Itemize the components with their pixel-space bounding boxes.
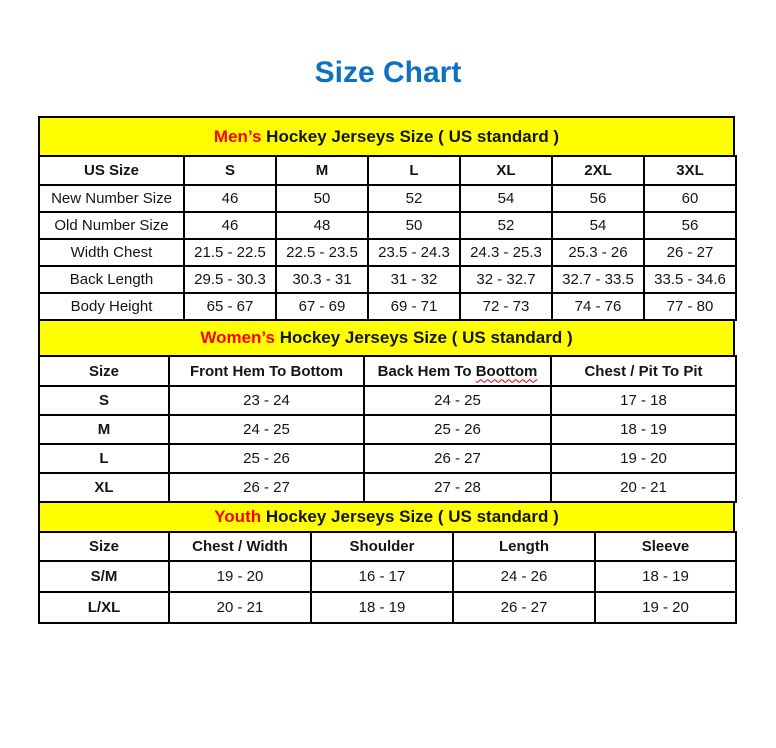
data-cell: 16 - 17 bbox=[311, 561, 453, 592]
header-row bbox=[39, 532, 736, 561]
column-header: US Size bbox=[39, 156, 184, 185]
table-row bbox=[39, 239, 736, 266]
section-title-text: Hockey Jerseys Size ( US standard ) bbox=[274, 328, 573, 347]
data-cell: 17 - 18 bbox=[551, 386, 736, 415]
data-cell: 72 - 73 bbox=[460, 293, 552, 320]
row-label: M bbox=[39, 415, 169, 444]
column-header: Chest / Width bbox=[169, 532, 311, 561]
data-cell: 30.3 - 31 bbox=[276, 266, 368, 293]
data-cell: 18 - 19 bbox=[311, 592, 453, 623]
data-cell: 26 - 27 bbox=[169, 473, 364, 502]
data-cell: 74 - 76 bbox=[552, 293, 644, 320]
header-row bbox=[39, 156, 736, 185]
row-label: Back Length bbox=[39, 266, 184, 293]
data-cell: 24 - 26 bbox=[453, 561, 595, 592]
section-womens bbox=[38, 319, 735, 503]
data-cell: 26 - 27 bbox=[453, 592, 595, 623]
data-cell: 19 - 20 bbox=[595, 592, 736, 623]
data-cell: 50 bbox=[368, 212, 460, 239]
data-cell: 25 - 26 bbox=[364, 415, 551, 444]
data-cell: 56 bbox=[552, 185, 644, 212]
table-row bbox=[39, 473, 736, 502]
table-row bbox=[39, 293, 736, 320]
row-label: S bbox=[39, 386, 169, 415]
section-title-mens bbox=[38, 116, 735, 157]
youth-size-table bbox=[38, 531, 737, 624]
section-title-womens bbox=[38, 319, 735, 357]
data-cell: 18 - 19 bbox=[551, 415, 736, 444]
column-header: XL bbox=[460, 156, 552, 185]
section-youth bbox=[38, 501, 735, 624]
data-cell: 22.5 - 23.5 bbox=[276, 239, 368, 266]
data-cell: 24.3 - 25.3 bbox=[460, 239, 552, 266]
data-cell: 25 - 26 bbox=[169, 444, 364, 473]
row-label: Body Height bbox=[39, 293, 184, 320]
section-title-highlight: Men’s bbox=[213, 126, 262, 146]
table-row bbox=[39, 415, 736, 444]
data-cell: 77 - 80 bbox=[644, 293, 736, 320]
section-mens bbox=[38, 116, 735, 321]
header-row bbox=[39, 356, 736, 386]
misspelled-word: Boottom bbox=[475, 362, 538, 380]
column-header: Length bbox=[453, 532, 595, 561]
section-title-highlight: Women’s bbox=[200, 328, 275, 347]
data-cell: 69 - 71 bbox=[368, 293, 460, 320]
data-cell: 23 - 24 bbox=[169, 386, 364, 415]
data-cell: 31 - 32 bbox=[368, 266, 460, 293]
table-row bbox=[39, 266, 736, 293]
row-label: L/XL bbox=[39, 592, 169, 623]
data-cell: 25.3 - 26 bbox=[552, 239, 644, 266]
data-cell: 52 bbox=[460, 212, 552, 239]
table-row bbox=[39, 592, 736, 623]
data-cell: 32 - 32.7 bbox=[460, 266, 552, 293]
table-row bbox=[39, 444, 736, 473]
row-label: XL bbox=[39, 473, 169, 502]
data-cell: 46 bbox=[184, 212, 276, 239]
data-cell: 50 bbox=[276, 185, 368, 212]
data-cell: 48 bbox=[276, 212, 368, 239]
column-header: 2XL bbox=[552, 156, 644, 185]
section-title-highlight: Youth bbox=[214, 507, 262, 526]
row-label: Width Chest bbox=[39, 239, 184, 266]
data-cell: 26 - 27 bbox=[644, 239, 736, 266]
column-header: S bbox=[184, 156, 276, 185]
table-row bbox=[39, 386, 736, 415]
data-cell: 24 - 25 bbox=[169, 415, 364, 444]
page-title: Size Chart bbox=[314, 56, 462, 89]
table-row bbox=[39, 561, 736, 592]
data-cell: 54 bbox=[460, 185, 552, 212]
table-row bbox=[39, 212, 736, 239]
data-cell: 67 - 69 bbox=[276, 293, 368, 320]
column-header: Front Hem To Bottom bbox=[169, 356, 364, 386]
womens-size-table bbox=[38, 355, 737, 503]
row-label: New Number Size bbox=[39, 185, 184, 212]
section-title-youth bbox=[38, 501, 735, 533]
data-cell: 46 bbox=[184, 185, 276, 212]
row-label: L bbox=[39, 444, 169, 473]
column-header: Back Hem To Boottom bbox=[364, 356, 551, 386]
data-cell: 20 - 21 bbox=[169, 592, 311, 623]
table-row bbox=[39, 185, 736, 212]
row-label: Old Number Size bbox=[39, 212, 184, 239]
data-cell: 21.5 - 22.5 bbox=[184, 239, 276, 266]
data-cell: 32.7 - 33.5 bbox=[552, 266, 644, 293]
data-cell: 27 - 28 bbox=[364, 473, 551, 502]
section-title-text: Hockey Jerseys Size ( US standard ) bbox=[261, 126, 560, 146]
data-cell: 20 - 21 bbox=[551, 473, 736, 502]
column-header: Chest / Pit To Pit bbox=[551, 356, 736, 386]
data-cell: 52 bbox=[368, 185, 460, 212]
data-cell: 19 - 20 bbox=[551, 444, 736, 473]
data-cell: 26 - 27 bbox=[364, 444, 551, 473]
mens-size-table bbox=[38, 155, 737, 321]
section-title-text: Hockey Jerseys Size ( US standard ) bbox=[261, 507, 559, 526]
column-header: Size bbox=[39, 532, 169, 561]
data-cell: 18 - 19 bbox=[595, 561, 736, 592]
data-cell: 60 bbox=[644, 185, 736, 212]
column-header: Shoulder bbox=[311, 532, 453, 561]
data-cell: 65 - 67 bbox=[184, 293, 276, 320]
data-cell: 19 - 20 bbox=[169, 561, 311, 592]
column-header: Sleeve bbox=[595, 532, 736, 561]
data-cell: 33.5 - 34.6 bbox=[644, 266, 736, 293]
data-cell: 56 bbox=[644, 212, 736, 239]
column-header: 3XL bbox=[644, 156, 736, 185]
row-label: S/M bbox=[39, 561, 169, 592]
column-header: L bbox=[368, 156, 460, 185]
size-chart bbox=[38, 116, 735, 624]
column-header: M bbox=[276, 156, 368, 185]
data-cell: 23.5 - 24.3 bbox=[368, 239, 460, 266]
data-cell: 24 - 25 bbox=[364, 386, 551, 415]
data-cell: 29.5 - 30.3 bbox=[184, 266, 276, 293]
column-header: Size bbox=[39, 356, 169, 386]
data-cell: 54 bbox=[552, 212, 644, 239]
